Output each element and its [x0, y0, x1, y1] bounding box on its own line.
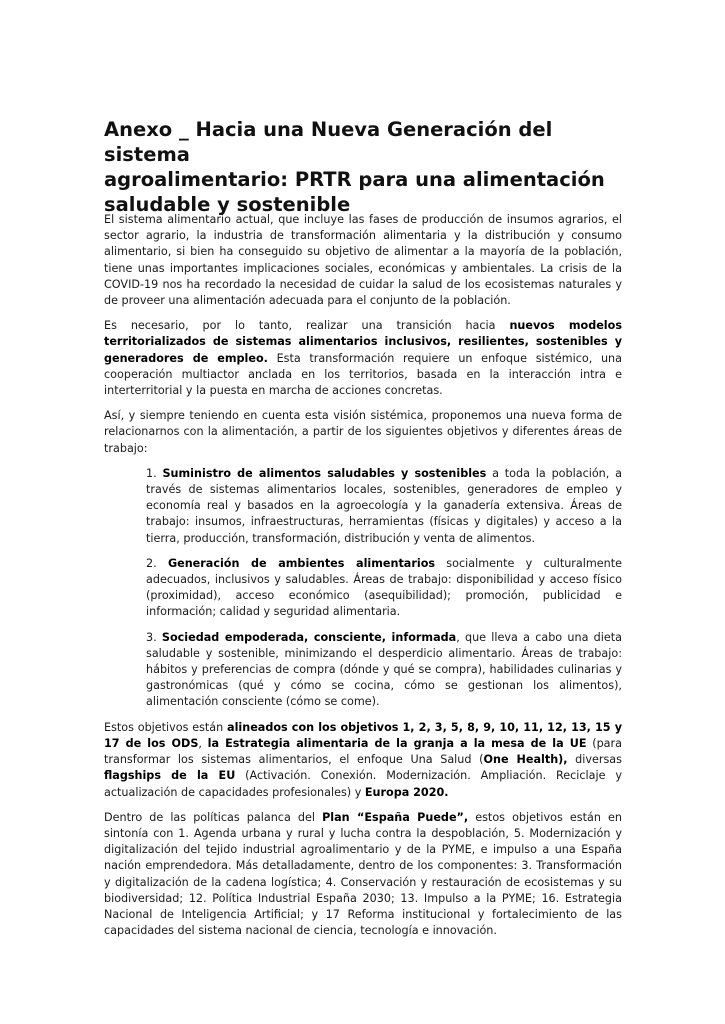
paragraph-transition [104, 318, 622, 399]
text-run: (para transformar los sistemas alimentarios, el enfoque Una Salud ( [104, 736, 622, 767]
paragraph-objectives-intro: Así, y siempre teniendo en cuenta esta visión sistémica, proponemos una nueva forma de relacionarnos con la alimentación, a partir de los siguientes objetivos y diferentes áreas de trabajo: [104, 409, 622, 455]
bold-run: nuevos modelos territorializados de sistemas alimentarios inclusivos, resilientes, sostenibles y generadores de empleo. [104, 319, 622, 365]
text-run: Dentro de las políticas palanca del [104, 810, 323, 824]
item-text: socialmente y culturalmente adecuados, inclusivos y saludables. Áreas de trabajo: disponibilidad y acceso físico (proximidad), acceso económico (asequibilidad); promoción, publicidad e información; calidad y seguridad alimentaria. [146, 556, 623, 619]
text-run: (Activación. Conexión. Modernización. Ampliación. Reciclaje y actualización de capacidades profesionales) y [104, 769, 622, 799]
title-line-2: agroalimentario: PRTR para una alimentación [104, 168, 605, 191]
text-run: Esta transformación requiere un enfoque sistémico, una cooperación multiactor anclada en los territorios, basada en la interacción intra e interterritorial y la puesta en marcha de acciones concretas. [104, 351, 622, 398]
bold-run: One Health), [483, 753, 568, 767]
item-number: 3. [146, 630, 162, 644]
paragraph-alignment [104, 720, 622, 801]
bold-run: la Estrategia alimentaria de la granja a la mesa de la UE [207, 736, 587, 750]
text-run: Es necesario, por lo tanto, realizar una transición hacia [104, 319, 510, 333]
bold-run: Plan “España Puede”, [322, 810, 469, 824]
item-heading: Suministro de alimentos saludables y sostenibles [162, 466, 487, 480]
objective-item-1 [146, 466, 622, 547]
text-run: diversas [567, 753, 622, 767]
item-heading: Generación de ambientes alimentarios [167, 556, 436, 570]
document-body [104, 212, 622, 948]
item-text: a toda la población, a través de sistemas alimentarios locales, sostenibles, generadores de empleo y economía real y basados en la agroecología y la ganadería extensiva. Áreas de trabajo: insumos, infraestructuras, herramientas (físicas y digitales) y acceso a la tierra, producción, transformación, distribución y venta de alimentos. [146, 466, 622, 545]
text-run: estos objetivos están en sintonía con 1. Agenda urbana y rural y lucha contra la despoblación, 5. Modernización y digitalización del tejido industrial agroalimentario y de la PYME, e impulso a una España nación emprendedora. Más detalladamente, dentro de los componentes: 3. Transformación y digitalización de la cadena logística; 4. Conservación y restauración de ecosistemas y su biodiversidad; 12. Política Industrial España 2030; 13. Impulso a la PYME; 16. Estrategia Nacional de Inteligencia Artificial; y 17 Reforma institucional y fortalecimiento de las capacidades del sistema nacional de ciencia, tecnología e innovación. [104, 810, 622, 938]
paragraph-intro: El sistema alimentario actual, que incluye las fases de producción de insumos agrarios, el sector agrario, la industria de transformación alimentaria y la distribución y consumo alimentario, si bien ha conseguido su objetivo de alimentar a la mayoría de la población, tiene unas importantes implicaciones sociales, económicas y ambientales. La crisis de la COVID-19 nos ha recordado la necesidad de cuidar la salud de los ecosistemas naturales y de proveer una alimentación adecuada para el conjunto de la población. [104, 213, 622, 308]
item-heading: Sociedad empoderada, consciente, informada [161, 630, 457, 644]
objective-item-3 [146, 630, 622, 711]
bold-run: Europa 2020. [364, 785, 449, 799]
text-run: Estos objetivos están [104, 720, 228, 734]
bold-run: alineados con los objetivos 1, 2, 3, 5, 8, 9, 10, 11, 12, 13, 15 y 17 de los ODS [104, 720, 622, 750]
paragraph-policies [104, 810, 622, 940]
title-line-1: Anexo _ Hacia una Nueva Generación del sistema [104, 118, 553, 166]
item-text: , que lleva a cabo una dieta saludable y sostenible, minimizando el desperdicio alimentario. Áreas de trabajo: hábitos y preferencias de compra (dónde y qué se compra), habilidades culinarias y gastronómicas (qué y cómo se cocina, cómo se gestionan los alimentos), alimentación consciente (cómo se come). [146, 630, 622, 709]
objective-item-2 [146, 556, 622, 621]
item-number: 2. [146, 556, 168, 570]
title-line-3: saludable y sostenible [104, 193, 351, 216]
item-number: 1. [146, 466, 163, 480]
text-run: , [198, 736, 208, 750]
document-title [104, 117, 644, 217]
bold-run: flagships de la EU [104, 769, 236, 783]
